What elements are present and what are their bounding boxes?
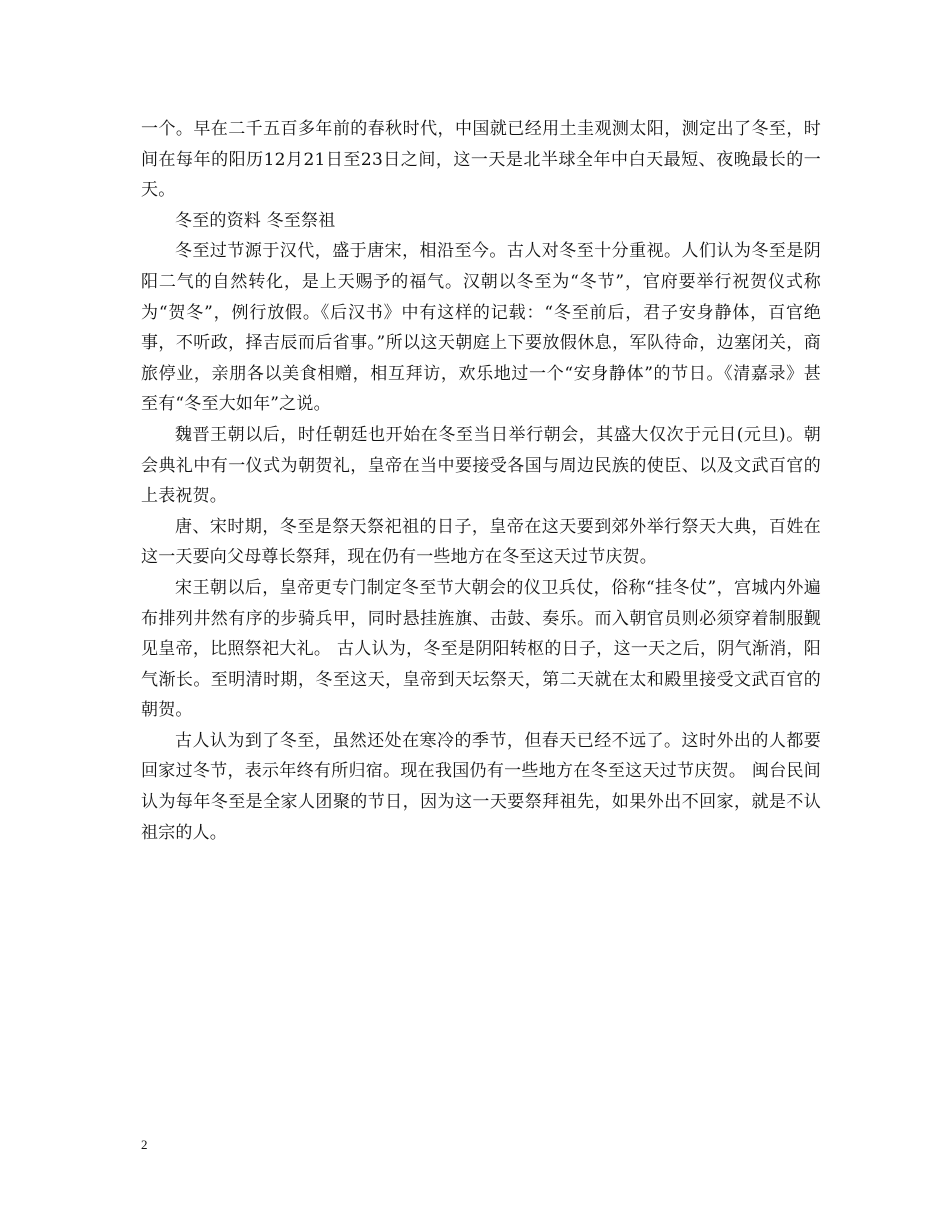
paragraph-reunion: 古人认为到了冬至，虽然还处在寒冷的季节，但春天已经不远了。这时外出的人都要回家过冬节，表示年终有所归宿。现在我国仍有一些地方在冬至这天过节庆贺。 闽台民间认为每年冬至是全家人团聚的节日，因为这一天要祭拜祖先，如果外出不回家，就是不认祖宗的人。 bbox=[141, 730, 821, 843]
paragraph-tang-song: 唐、宋时期，冬至是祭天祭祀祖的日子，皇帝在这天要到郊外举行祭天大典，百姓在这一天要向父母尊长祭拜，现在仍有一些地方在冬至这天过节庆贺。 bbox=[141, 516, 821, 568]
paragraph-song-ming-qing: 宋王朝以后，皇帝更专门制定冬至节大朝会的仪卫兵仗，俗称“挂冬仗”，宫城内外遍布排列井然有序的步骑兵甲，同时悬挂旌旗、击鼓、奏乐。而入朝官员则必须穿着制服觐见皇帝，比照祭祀大礼。 古人认为，冬至是阴阳转枢的日子，这一天之后，阴气渐消，阳气渐长。至明清时期，冬至这天，皇帝到天坛祭天，第二天就在太和殿里接受文武百官的朝贺。 bbox=[141, 577, 821, 721]
paragraph-wei-jin: 魏晋王朝以后，时任朝廷也开始在冬至当日举行朝会，其盛大仅次于元日(元旦)。朝会典礼中有一仪式为朝贺礼，皇帝在当中要接受各国与周边民族的使臣、以及文武百官的上表祝贺。 bbox=[141, 424, 821, 507]
section-heading: 冬至的资料 冬至祭祖 bbox=[175, 210, 336, 231]
page-number: 2 bbox=[141, 1137, 148, 1152]
paragraph-han-dynasty: 冬至过节源于汉代，盛于唐宋，相沿至今。古人对冬至十分重视。人们认为冬至是阴阳二气的自然转化，是上天赐予的福气。汉朝以冬至为“冬节”，官府要举行祝贺仪式称为“贺冬”，例行放假。《后汉书》中有这样的记载：“冬至前后，君子安身静体，百官绝事，不听政，择吉辰而后省事。”所以这天朝庭上下要放假休息，军队待命，边塞闭关，商旅停业，亲朋各以美食相赠，相互拜访，欢乐地过一个“安身静体”的节日。《清嘉录》甚至有“冬至大如年”之说。 bbox=[141, 241, 821, 415]
paragraph-intro-continuation: 一个。早在二千五百多年前的春秋时代，中国就已经用土圭观测太阳，测定出了冬至，时间在每年的阳历12月21日至23日之间，这一天是北半球全年中白天最短、夜晚最长的一天。 bbox=[141, 119, 821, 201]
document-body bbox=[141, 114, 821, 848]
